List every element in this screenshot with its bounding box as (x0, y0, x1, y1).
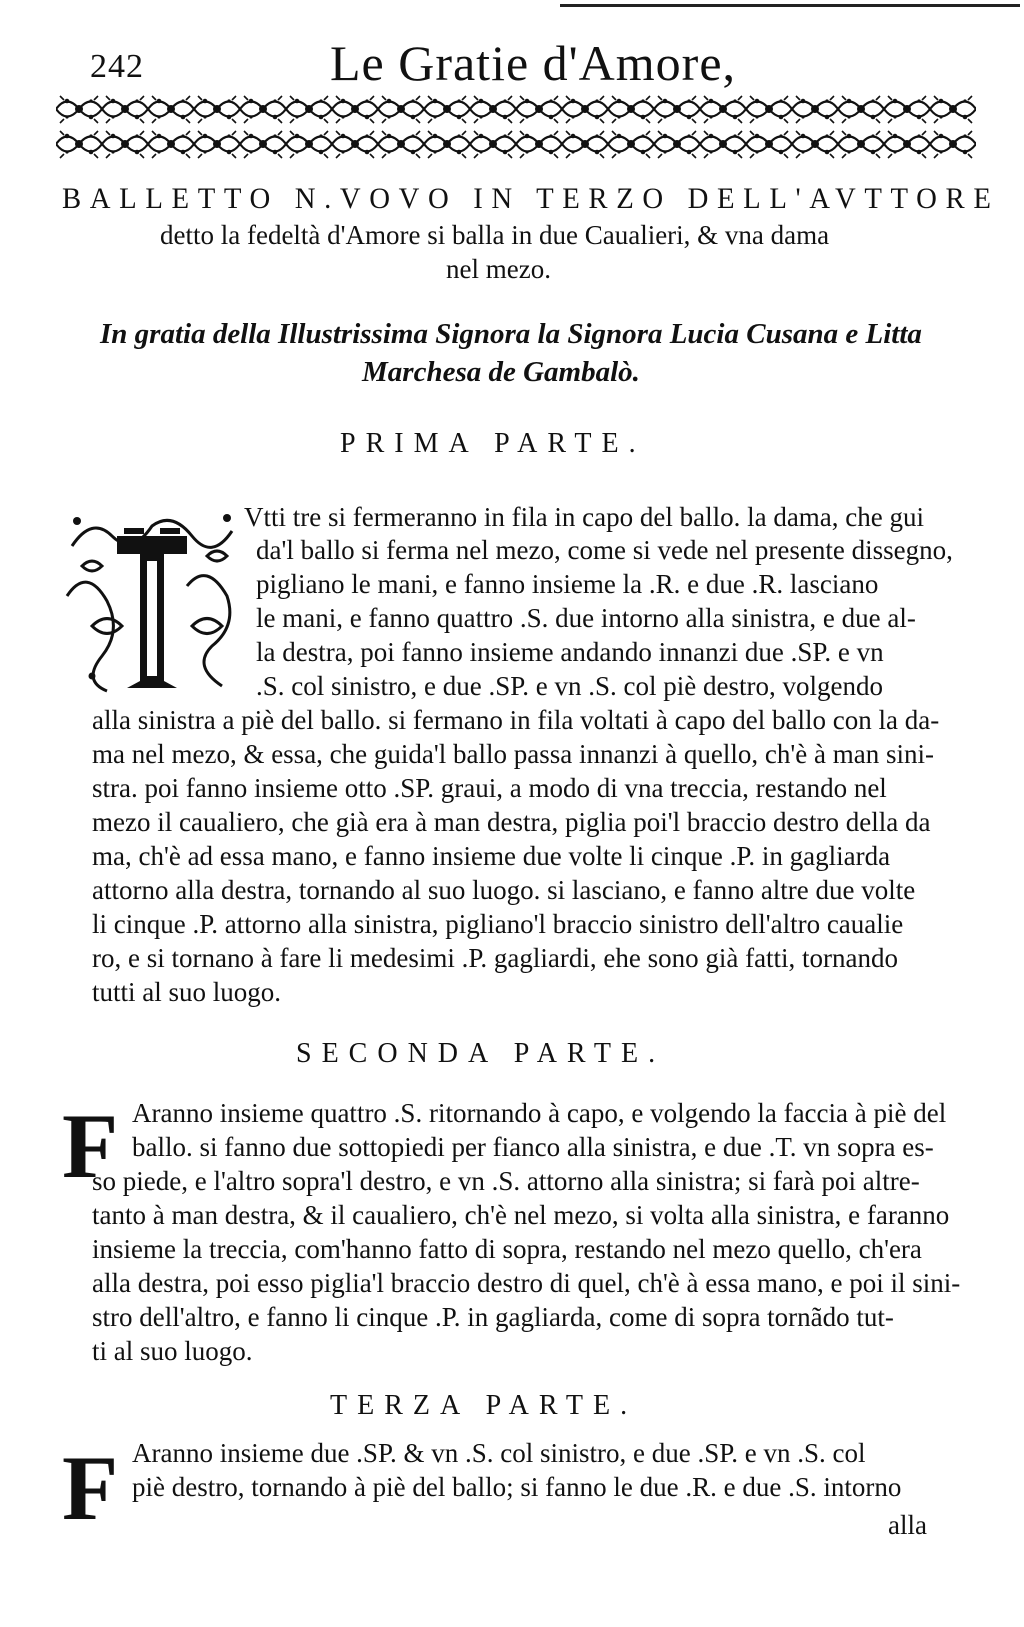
prima-line-5: la destra, poi fanno insieme andando innanzi due .SP. e vn (256, 637, 884, 667)
prima-line-2: da'l ballo si ferma nel mezo, come si vede nel presente dissegno, (256, 535, 953, 565)
prima-line-9: stra. poi fanno insieme otto .SP. graui, a modo di vna treccia, restando nel (92, 773, 887, 803)
terza-line-2: piè destro, tornando à piè del ballo; si fanno le due .R. e due .S. intorno (132, 1472, 902, 1502)
prima-line-1: Vtti tre si fermeranno in fila in capo del ballo. la dama, che gui (244, 502, 925, 532)
prima-line-3: pigliano le mani, e fanno insieme la .R. e due .R. lasciano (256, 569, 879, 599)
section-heading-prima: PRIMA PARTE. (340, 428, 646, 459)
seconda-line-1: Aranno insieme quattro .S. ritornando à capo, e volgendo la faccia à piè del (132, 1098, 947, 1128)
prima-line-7: alla sinistra a piè del ballo. si fermano in fila voltati à capo del ballo con la da- (92, 705, 940, 735)
prima-line-13: li cinque .P. attorno alla sinistra, pigliano'l braccio sinistro dell'altro caualie (92, 909, 904, 939)
prima-line-12: attorno alla destra, tornando al suo luogo. si lasciano, e fanno altre due volte (92, 875, 916, 905)
section-heading-seconda: SECONDA PARTE. (296, 1038, 666, 1069)
initial-f-seconda: F (62, 1095, 119, 1197)
seconda-line-7: stro dell'altro, e fanno li cinque .P. in gagliarda, come di sopra tornãdo tut- (92, 1302, 894, 1332)
dedication-line-1: In gratia della Illustrissima Signora la Signora Lucia Cusana e Litta (100, 318, 922, 350)
prima-line-11: ma, ch'è ad essa mano, e fanno insieme due volte li cinque .P. in gagliarda (92, 841, 891, 871)
catchword: alla (888, 1510, 927, 1540)
section-heading-terza: TERZA PARTE. (330, 1390, 638, 1421)
title-line-1: BALLETTO N.VOVO IN TERZO DELL'AVTTORE (62, 182, 1000, 215)
prima-line-10: mezo il caualiero, che già era à man destra, piglia poi'l braccio destro della da (92, 807, 931, 837)
decorated-initial-t (62, 506, 242, 696)
seconda-line-4: tanto à man destra, & il caualiero, ch'è nel mezo, si volta alla sinistra, e faranno (92, 1200, 950, 1230)
seconda-line-5: insieme la treccia, com'hanno fatto di sopra, restando nel mezo quello, ch'era (92, 1234, 922, 1264)
prima-line-6: .S. col sinistro, e due .SP. e vn .S. col piè destro, volgendo (256, 671, 883, 701)
seconda-line-8: ti al suo luogo. (92, 1336, 253, 1366)
prima-line-15: tutti al suo luogo. (92, 977, 281, 1007)
seconda-line-3: so piede, e l'altro sopra'l destro, e vn .S. attorno alla sinistra; si farà poi altre- (92, 1166, 920, 1196)
title-line-2: detto la fedeltà d'Amore si balla in due Caualieri, & vna dama (160, 220, 830, 250)
running-title: Le Gratie d'Amore, (330, 35, 737, 91)
initial-f-terza: F (62, 1437, 119, 1539)
top-rule (560, 4, 1020, 7)
title-line-3: nel mezo. (446, 254, 551, 284)
ornamental-border (56, 92, 976, 162)
page-number: 242 (90, 48, 144, 85)
page-header (90, 34, 990, 94)
dedication-line-2: Marchesa de Gambalò. (362, 356, 640, 388)
seconda-line-6: alla destra, poi esso piglia'l braccio destro di quel, ch'è à essa mano, e poi il sini- (92, 1268, 961, 1298)
terza-line-1: Aranno insieme due .SP. & vn .S. col sinistro, e due .SP. e vn .S. col (132, 1438, 866, 1468)
seconda-line-2: ballo. si fanno due sottopiedi per fianco alla sinistra, e due .T. vn sopra es- (132, 1132, 934, 1162)
prima-line-4: le mani, e fanno quattro .S. due intorno alla sinistra, e due al- (256, 603, 916, 633)
prima-line-14: ro, e si tornano à fare li medesimi .P. gagliardi, ehe sono già fatti, tornando (92, 943, 899, 973)
prima-line-8: ma nel mezo, & essa, che guida'l ballo passa innanzi à quello, ch'è à man sini- (92, 739, 934, 769)
